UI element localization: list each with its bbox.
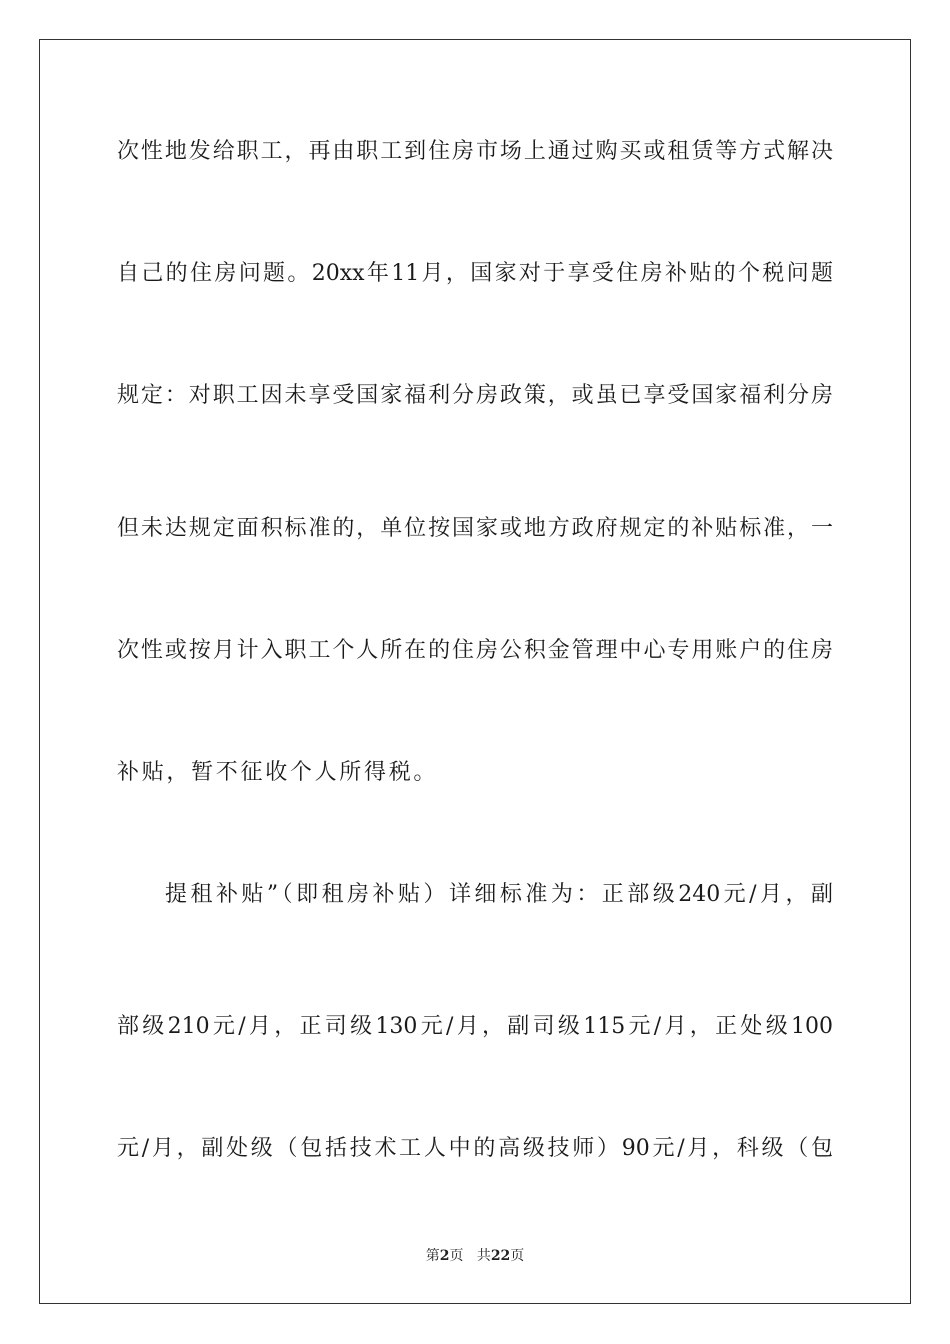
text-line-7: 提租补贴”（即租房补贴）详细标准为：正部级240元/月，副	[165, 882, 833, 907]
footer-page-suffix: 页	[449, 1248, 464, 1264]
text-line-8: 部级210元/月，正司级130元/月，副司级115元/月，正处级100	[117, 1014, 833, 1039]
footer-total-suffix: 页	[510, 1248, 525, 1264]
total-page-count: 22	[490, 1248, 511, 1264]
footer-total-prefix: 共	[476, 1248, 491, 1264]
footer-prefix: 第	[425, 1248, 440, 1264]
text-line-6: 补贴，暂不征收个人所得税。	[117, 760, 439, 785]
text-line-1: 次性地发给职工，再由职工到住房市场上通过购买或租赁等方式解决	[117, 139, 833, 164]
text-line-9: 元/月，副处级（包括技术工人中的高级技师）90元/月，科级（包	[117, 1136, 833, 1161]
current-page-number: 2	[439, 1248, 450, 1264]
page-footer	[0, 1247, 950, 1265]
text-line-2: 自己的住房问题。20xx年11月，国家对于享受住房补贴的个税问题	[117, 261, 833, 286]
text-line-3: 规定：对职工因未享受国家福利分房政策，或虽已享受国家福利分房	[117, 383, 833, 408]
text-line-4: 但未达规定面积标准的，单位按国家或地方政府规定的补贴标准，一	[117, 516, 833, 541]
text-line-5: 次性或按月计入职工个人所在的住房公积金管理中心专用账户的住房	[117, 638, 833, 663]
page-border	[39, 39, 911, 1304]
